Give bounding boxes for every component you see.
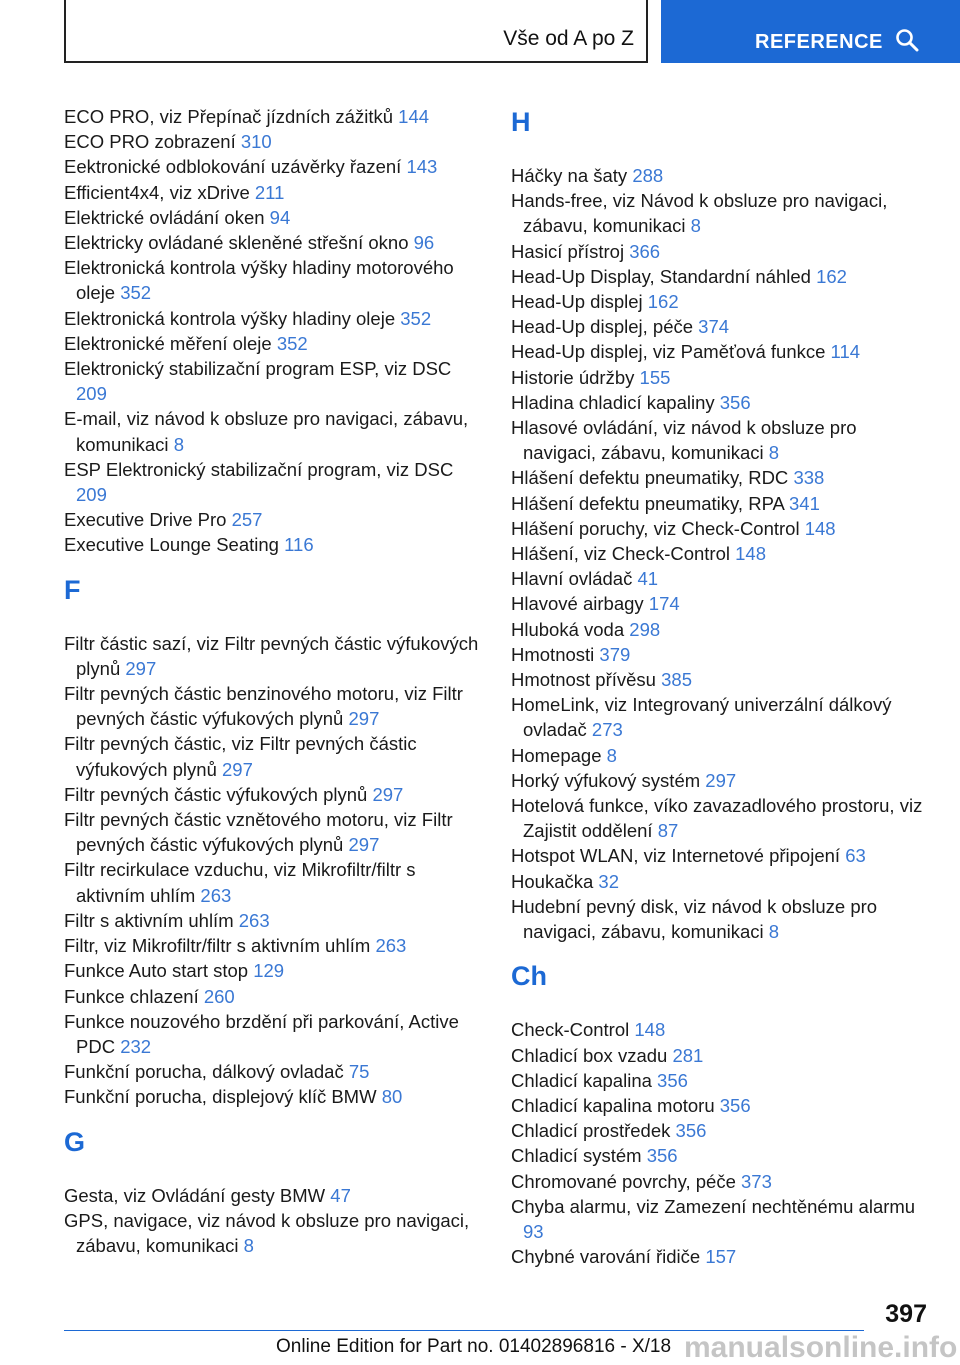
page-reference-link[interactable]: 232 [120,1035,152,1057]
index-entry [511,314,931,339]
index-entry-term: Háčky na šaty [511,165,628,186]
index-entry-term: Eektronické odblokování uzávěrky řazení [64,156,402,178]
index-entry-term: Elektrické ovládání oken [64,206,265,228]
page-reference-link[interactable]: 356 [675,1120,707,1142]
index-entry [511,642,931,667]
header-section-box [64,0,648,63]
index-entry [511,617,931,642]
index-entry [511,1043,931,1068]
page-reference-link[interactable]: 209 [76,484,107,506]
index-entry-term: Executive Drive Pro [64,509,227,531]
index-entry [511,516,931,541]
index-entry-term: ECO PRO, viz Přepínač jízdních zážitků [64,106,394,127]
index-entry [64,1059,484,1084]
index-entry-term: Hands-free, viz Návod k obsluze pro navigaci, zábavu, komunikaci [511,190,888,237]
index-entry [511,692,931,742]
page-reference-link[interactable]: 211 [254,181,285,203]
index-entry [511,365,931,390]
index-entry-term: Executive Lounge Seating [64,534,279,556]
page-reference-link[interactable]: 148 [804,517,836,539]
index-entry [64,1208,484,1258]
index-entry [511,1194,931,1244]
index-entry [64,406,484,456]
index-entry [64,205,484,230]
index-entry [511,667,931,692]
index-entry [64,306,484,331]
index-entry-term: Filtr recirkulace vzduchu, viz Mikrofiltr/filtr s aktivním uhlím [64,859,416,906]
index-entry [511,566,931,591]
page-reference-link[interactable]: 209 [76,383,107,405]
index-entry [64,807,484,857]
index-entry [511,768,931,793]
page-reference-link[interactable]: 162 [647,291,679,313]
page-reference-link[interactable]: 352 [400,307,432,329]
page-reference-link[interactable]: 356 [657,1069,688,1091]
index-entry-term: E-mail, viz návod k obsluze pro navigaci, zábavu, komunikaci [64,408,469,455]
index-entry [64,457,484,507]
footer-edition-text: Online Edition for Part no. 01402896816 - X/18 [276,1336,672,1357]
index-entry [64,230,484,255]
section-title: Vše od A po Z [503,27,634,50]
index-entry-term: HomeLink, viz Integrovaný univerzální dálkový ovladač [511,694,892,741]
index-entry-term: Filtr s aktivním uhlím [64,909,234,931]
index-entry [511,491,931,516]
index-entry-term: Chromované povrchy, péče [511,1170,736,1192]
index-letter-heading: F [64,574,81,605]
page-reference-link[interactable]: 298 [629,618,661,640]
page-reference-link[interactable]: 385 [661,669,692,691]
index-entry [511,390,931,415]
page-reference-link[interactable]: 356 [719,391,751,413]
index-entry [64,255,484,305]
index-entry [511,339,931,364]
page-reference-link[interactable]: 263 [238,909,270,931]
index-entry-term: Head-Up displej, péče [511,316,694,338]
index-entry-term: Elektronický stabilizační program ESP, viz DSC [64,358,452,380]
index-entry [64,984,484,1009]
index-entry-term: Hmotnosti [511,643,595,665]
page-reference-link[interactable]: 352 [276,332,308,354]
index-entry [511,1169,931,1194]
page-reference-link[interactable]: 174 [648,593,680,615]
index-entry-term: Chladicí systém [511,1145,642,1167]
index-entry [64,782,484,807]
index-letter-heading: G [64,1126,86,1157]
index-entry [511,289,931,314]
index-entry [64,129,484,154]
page-number: 397 [885,1300,927,1328]
page-reference-link[interactable]: 8 [768,921,780,943]
page-reference-link[interactable]: 94 [269,206,291,228]
index-entry-term: Filtr pevných částic vznětového motoru, viz Filtr pevných částic výfukových plynů [64,809,453,856]
index-column-right [511,104,931,1269]
page-reference-link[interactable]: 143 [406,156,438,178]
page-reference-link[interactable]: 338 [793,467,825,489]
index-letter-heading: Ch [511,961,547,992]
index-entry-term: Elektronická kontrola výšky hladiny oleje [64,307,396,329]
page-reference-link[interactable]: 297 [348,708,380,730]
index-entry-term: Elektronická kontrola výšky hladiny motorového oleje [64,257,454,304]
index-entry-term: Elektronické měření oleje [64,332,272,354]
index-entry-term: Hudební pevný disk, viz návod k obsluze pro navigaci, zábavu, komunikaci [511,895,878,943]
index-entry-term: Homepage [511,744,602,766]
index-entry-term: Filtr pevných částic, viz Filtr pevných částic výfukových plynů [64,733,417,780]
page-reference-link[interactable]: 8 [690,215,701,237]
page-reference-link[interactable]: 281 [672,1044,704,1066]
page-reference-link[interactable]: 356 [646,1145,678,1167]
index-entry [64,154,484,179]
index-entry-term: Hotspot WLAN, viz Internetové připojení [511,845,841,867]
index-entry-term: Hasicí přístroj [511,240,625,262]
page-reference-link[interactable]: 356 [719,1094,751,1116]
index-entry [511,1143,931,1168]
page-reference-link[interactable]: 80 [381,1086,403,1108]
index-entry [64,958,484,983]
index-entry-term: Filtr částic sazí, viz Filtr pevných částic výfukových plynů [64,632,479,679]
reference-tab[interactable] [661,0,960,63]
page-reference-link[interactable]: 8 [606,744,617,766]
index-entry [64,631,484,681]
index-entry [511,743,931,768]
index-entry [511,1244,931,1269]
index-entry [64,1084,484,1109]
index-entry [64,933,484,958]
index-entry [511,239,931,264]
index-entry-term: Chladicí kapalina motoru [511,1094,715,1116]
index-entry-term: Hluboká voda [511,618,625,640]
page-reference-link[interactable]: 263 [200,884,232,906]
index-entry-term: Chladicí box vzadu [511,1044,668,1066]
index-entry-term: Elektricky ovládané skleněné střešní okno [64,232,409,254]
page-reference-link[interactable]: 257 [231,509,263,531]
index-entry-term: Hlavové airbagy [511,593,644,615]
index-entry-term: Historie údržby [511,366,635,388]
page-reference-link[interactable]: 32 [598,870,619,892]
index-entry-term: Chybné varování řidiče [511,1246,701,1268]
index-entry [511,188,931,238]
index-column-left [64,104,484,1258]
page-reference-link[interactable]: 310 [240,131,272,153]
page-reference-link[interactable]: 8 [173,433,184,455]
index-entry-term: Hlavní ovládač [511,568,633,590]
reference-label: REFERENCE [755,31,883,53]
index-entry-term: Hmotnost přívěsu [511,669,656,691]
index-entry-term: Funkční porucha, displejový klíč BMW [64,1086,377,1108]
page-reference-link[interactable]: 297 [222,758,253,780]
page-reference-link[interactable]: 297 [705,769,737,791]
page-reference-link[interactable]: 162 [816,265,847,287]
index-entry-term: Hladina chladicí kapaliny [511,391,715,413]
page-reference-link[interactable]: 341 [789,492,820,514]
index-entry-term: Funkce chlazení [64,985,199,1007]
index-entry [511,1017,931,1042]
index-entry [64,731,484,781]
index-entry [64,908,484,933]
index-entry [511,843,931,868]
index-entry [64,331,484,356]
index-entry [511,869,931,894]
index-entry [64,532,484,557]
page-reference-link[interactable]: 148 [735,543,767,565]
page-reference-link[interactable]: 75 [348,1061,370,1083]
index-entry-term: Hlášení defektu pneumatiky, RPA [511,492,784,514]
index-entry-term: Funkční porucha, dálkový ovladač [64,1061,344,1083]
page-reference-link[interactable]: 93 [523,1220,544,1242]
page-reference-link[interactable]: 63 [845,845,866,867]
index-entry [511,264,931,289]
index-entry-term: Chladicí kapalina [511,1069,652,1091]
index-entry-term: Filtr pevných částic benzinového motoru, viz Filtr pevných částic výfukových plynů [64,683,463,730]
index-entry-term: Check-Control [511,1019,630,1041]
index-entry-term: Hlášení poruchy, viz Check-Control [511,517,800,539]
page-reference-link[interactable]: 297 [348,834,380,856]
page-reference-link[interactable]: 148 [634,1019,666,1041]
search-icon[interactable] [895,28,919,57]
index-entry [64,507,484,532]
watermark: manualsonline.info [684,1331,958,1364]
index-entry-term: ECO PRO zobrazení [64,131,236,153]
index-entry [511,415,931,465]
index-entry [511,163,931,188]
page-reference-link[interactable]: 374 [698,316,730,338]
index-entry [511,793,931,843]
page-reference-link[interactable]: 260 [203,985,235,1007]
index-entry [64,356,484,406]
index-entry-term: Efficient4x4, viz xDrive [64,181,250,203]
page-reference-link[interactable]: 263 [375,935,407,957]
page-reference-link[interactable]: 8 [243,1234,254,1256]
index-entry [511,1118,931,1143]
index-entry [64,857,484,907]
page-reference-link[interactable]: 129 [253,960,285,982]
index-entry-term: Hlášení defektu pneumatiky, RDC [511,467,789,489]
page-reference-link[interactable]: 155 [639,366,671,388]
page-reference-link[interactable]: 297 [125,657,157,679]
index-entry-term: GPS, navigace, viz návod k obsluze pro navigaci, zábavu, komunikaci [64,1209,470,1256]
index-entry-term: Funkce Auto start stop [64,960,249,982]
page-reference-link[interactable]: 157 [705,1246,737,1268]
index-entry-term: Funkce nouzového brzdění při parkování, Active PDC [64,1010,459,1057]
index-entry [64,681,484,731]
index-entry-term: Gesta, viz Ovládání gesty BMW [64,1184,326,1206]
page-reference-link[interactable]: 116 [284,534,314,556]
index-entry [511,894,931,944]
index-entry [64,104,484,129]
page-reference-link[interactable]: 144 [398,106,430,127]
page-reference-link[interactable]: 288 [632,165,664,186]
page-reference-link[interactable]: 352 [120,282,152,304]
page-reference-link[interactable]: 366 [629,240,661,262]
index-entry-term: Filtr pevných částic výfukových plynů [64,783,368,805]
index-entry [64,180,484,205]
page-reference-link[interactable]: 273 [591,719,623,741]
index-entry [64,1183,484,1208]
index-entry [511,591,931,616]
index-entry-term: Chyba alarmu, viz Zamezení nechtěnému alarmu [511,1195,916,1217]
index-entry-term: Houkačka [511,870,594,892]
index-entry [511,1093,931,1118]
index-entry-term: Hlasové ovládání, viz návod k obsluze pro navigaci, zábavu, komunikaci [511,417,857,464]
page-reference-link[interactable]: 379 [599,643,631,665]
page-reference-link[interactable]: 47 [330,1184,351,1206]
index-entry-term: Horký výfukový systém [511,769,701,791]
index-entry-term: Hlášení, viz Check-Control [511,543,730,565]
index-letter-heading: H [511,107,531,137]
index-entry-term: Head-Up displej [511,291,643,313]
page-reference-link[interactable]: 297 [372,783,404,805]
index-entry-term: Chladicí prostředek [511,1120,671,1142]
index-entry [64,1009,484,1059]
index-entry-term: Hotelová funkce, víko zavazadlového prostoru, viz Zajistit oddělení [511,795,923,842]
index-entry-term: Filtr, viz Mikrofiltr/filtr s aktivním uhlím [64,935,371,957]
index-entry-term: Head-Up Display, Standardní náhled [511,265,811,287]
page-reference-link[interactable]: 8 [768,442,780,464]
index-entry [511,541,931,566]
page-reference-link[interactable]: 373 [741,1170,772,1192]
index-entry [511,1068,931,1093]
index-entry-term: Head-Up displej, viz Paměťová funkce [511,341,826,363]
page-reference-link[interactable]: 41 [637,568,659,590]
index-entry [511,465,931,490]
page-reference-link[interactable]: 87 [657,820,679,842]
index-entry-term: ESP Elektronický stabilizační program, viz DSC [64,458,454,480]
page-reference-link[interactable]: 114 [830,341,861,363]
page-reference-link[interactable]: 96 [413,232,435,254]
